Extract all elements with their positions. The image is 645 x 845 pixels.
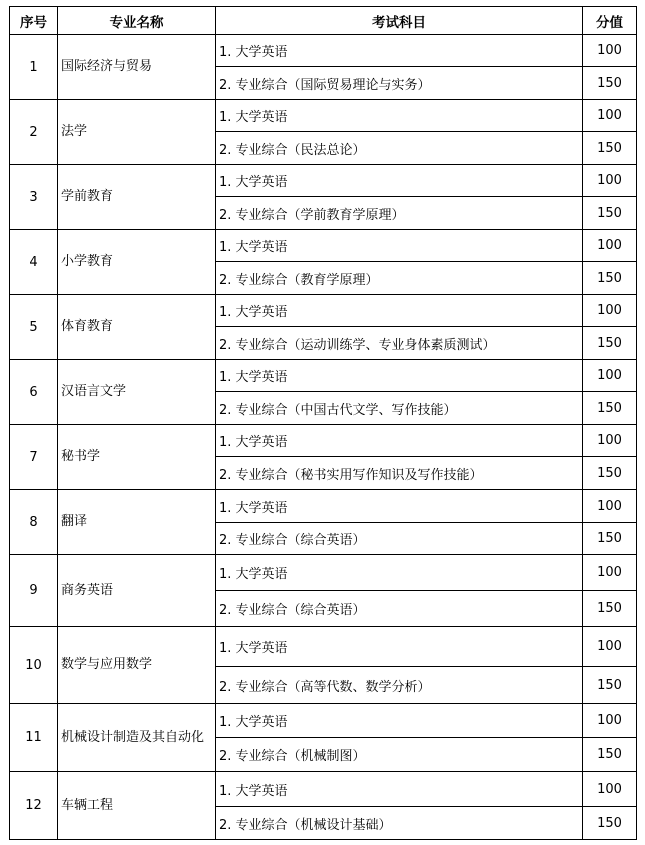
major-name: 翻译 [58, 490, 216, 555]
subject-score: 150 [583, 523, 637, 555]
exam-subject: 2. 专业综合（综合英语） [216, 523, 583, 555]
exam-subject: 1. 大学英语 [216, 295, 583, 327]
major-name: 商务英语 [58, 555, 216, 627]
exam-subject: 2. 专业综合（综合英语） [216, 591, 583, 627]
exam-subject: 2. 专业综合（中国古代文学、写作技能） [216, 392, 583, 425]
row-number: 4 [10, 230, 58, 295]
subject-score: 100 [583, 295, 637, 327]
subject-score: 100 [583, 704, 637, 738]
row-number: 5 [10, 295, 58, 360]
subject-score: 100 [583, 230, 637, 262]
major-name: 学前教育 [58, 165, 216, 230]
table-row [10, 425, 637, 457]
subject-score: 150 [583, 738, 637, 772]
exam-subject: 2. 专业综合（学前教育学原理） [216, 197, 583, 230]
header-score: 分值 [583, 7, 637, 35]
table-row [10, 490, 637, 523]
major-name: 车辆工程 [58, 772, 216, 840]
major-name: 机械设计制造及其自动化 [58, 704, 216, 772]
row-number: 10 [10, 627, 58, 704]
row-number: 2 [10, 100, 58, 165]
row-number: 11 [10, 704, 58, 772]
table-row [10, 627, 637, 667]
exam-subject: 1. 大学英语 [216, 627, 583, 667]
subject-score: 150 [583, 807, 637, 840]
subject-score: 100 [583, 772, 637, 807]
major-name: 体育教育 [58, 295, 216, 360]
exam-subject: 1. 大学英语 [216, 230, 583, 262]
header-major: 专业名称 [58, 7, 216, 35]
exam-subjects-table [9, 6, 637, 840]
row-number: 9 [10, 555, 58, 627]
subject-score: 100 [583, 100, 637, 132]
subject-score: 100 [583, 35, 637, 67]
subject-score: 100 [583, 165, 637, 197]
subject-score: 150 [583, 67, 637, 100]
exam-subject: 1. 大学英语 [216, 772, 583, 807]
table-row [10, 704, 637, 738]
row-number: 7 [10, 425, 58, 490]
table-row [10, 230, 637, 262]
row-number: 6 [10, 360, 58, 425]
table-row [10, 360, 637, 392]
header-subject: 考试科目 [216, 7, 583, 35]
subject-score: 100 [583, 360, 637, 392]
subject-score: 150 [583, 392, 637, 425]
table-row [10, 772, 637, 807]
table-row [10, 555, 637, 591]
exam-subject: 1. 大学英语 [216, 165, 583, 197]
exam-subject: 1. 大学英语 [216, 704, 583, 738]
exam-subject: 2. 专业综合（机械设计基础） [216, 807, 583, 840]
subject-score: 100 [583, 490, 637, 523]
exam-subject: 2. 专业综合（机械制图） [216, 738, 583, 772]
exam-subject: 2. 专业综合（秘书实用写作知识及写作技能） [216, 457, 583, 490]
row-number: 8 [10, 490, 58, 555]
exam-subject: 2. 专业综合（运动训练学、专业身体素质测试） [216, 327, 583, 360]
exam-subject: 1. 大学英语 [216, 35, 583, 67]
major-name: 小学教育 [58, 230, 216, 295]
subject-score: 100 [583, 627, 637, 667]
subject-score: 100 [583, 425, 637, 457]
subject-score: 150 [583, 327, 637, 360]
header-no: 序号 [10, 7, 58, 35]
subject-score: 150 [583, 132, 637, 165]
table-row [10, 100, 637, 132]
exam-subject: 2. 专业综合（高等代数、数学分析） [216, 667, 583, 704]
table-row [10, 295, 637, 327]
subject-score: 150 [583, 457, 637, 490]
exam-subject: 1. 大学英语 [216, 100, 583, 132]
exam-subject: 2. 专业综合（国际贸易理论与实务） [216, 67, 583, 100]
exam-subject: 2. 专业综合（民法总论） [216, 132, 583, 165]
major-name: 法学 [58, 100, 216, 165]
subject-score: 150 [583, 591, 637, 627]
table-body [10, 35, 637, 840]
exam-subject: 1. 大学英语 [216, 555, 583, 591]
header-row [10, 7, 637, 35]
exam-subject: 1. 大学英语 [216, 425, 583, 457]
major-name: 秘书学 [58, 425, 216, 490]
row-number: 1 [10, 35, 58, 100]
major-name: 数学与应用数学 [58, 627, 216, 704]
subject-score: 150 [583, 197, 637, 230]
exam-subject: 1. 大学英语 [216, 490, 583, 523]
table-row [10, 35, 637, 67]
exam-subject: 2. 专业综合（教育学原理） [216, 262, 583, 295]
subject-score: 150 [583, 667, 637, 704]
row-number: 3 [10, 165, 58, 230]
major-name: 汉语言文学 [58, 360, 216, 425]
subject-score: 150 [583, 262, 637, 295]
major-name: 国际经济与贸易 [58, 35, 216, 100]
row-number: 12 [10, 772, 58, 840]
table-row [10, 165, 637, 197]
subject-score: 100 [583, 555, 637, 591]
exam-subject: 1. 大学英语 [216, 360, 583, 392]
